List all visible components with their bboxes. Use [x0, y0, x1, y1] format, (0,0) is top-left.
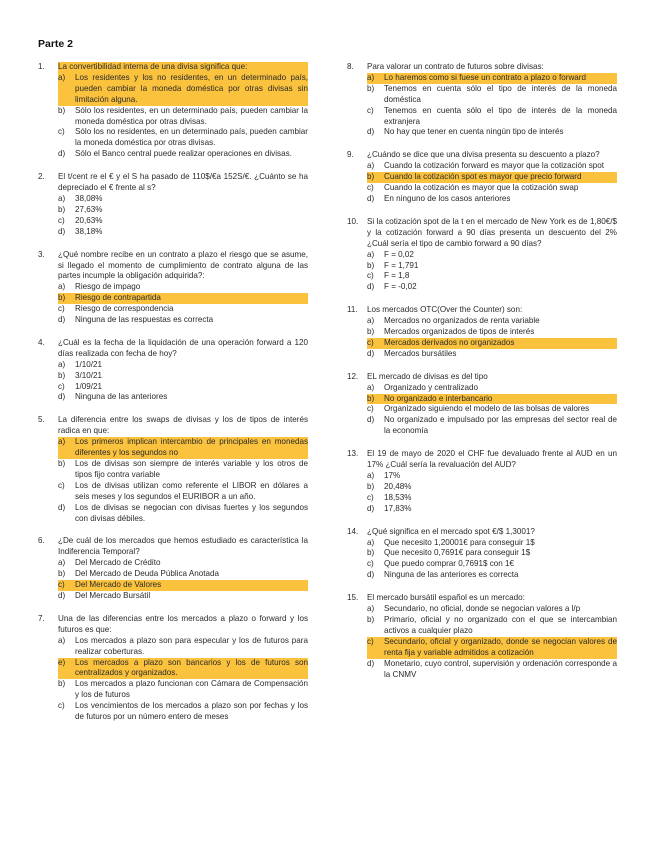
answer-option — [367, 127, 617, 138]
question — [347, 62, 617, 138]
option-text: F = 1,8 — [384, 271, 410, 281]
answer-option — [58, 205, 308, 216]
question-text: El 19 de mayo de 2020 el CHF fue devaluado frente al AUD en un 17% ¿Cuál sería la revaluación del AUD? — [367, 449, 617, 470]
answer-option — [58, 194, 308, 205]
answer-options — [367, 73, 617, 138]
option-text: Mercados bursátiles — [384, 348, 457, 358]
option-letter: b) — [367, 481, 375, 491]
option-text: F = 1,791 — [384, 260, 419, 270]
option-letter: c) — [58, 480, 65, 490]
option-text: Cuando la cotización es mayor que la cotización swap — [384, 183, 579, 193]
option-letter: b) — [367, 394, 384, 405]
answer-option — [58, 701, 308, 723]
option-letter: a) — [58, 359, 66, 369]
question — [38, 536, 308, 601]
option-text: Cuando la cotización spot es mayor que precio forward — [384, 172, 617, 183]
page-title: Parte 2 — [38, 38, 74, 50]
option-letter: d) — [367, 570, 375, 580]
answer-option — [58, 558, 308, 569]
option-letter: b) — [367, 83, 375, 93]
question-text: ¿Qué significa en el mercado spot €/$ 1,3001? — [367, 526, 535, 536]
answer-option — [58, 459, 308, 481]
answer-option — [58, 382, 308, 393]
question — [347, 217, 617, 293]
answer-option — [367, 383, 617, 394]
answer-option — [58, 481, 308, 503]
question — [347, 305, 617, 360]
option-text: Riesgo de contrapartida — [75, 293, 308, 304]
option-text: Secundario, oficial y organizado, donde se negocian valores de renta fija y variable admitidos a cotización — [384, 636, 617, 657]
option-letter: a) — [367, 382, 375, 392]
question — [38, 338, 308, 403]
answer-option — [367, 570, 617, 581]
answer-option — [367, 559, 617, 570]
option-text: Los de divisas se negocian con divisas fuertes y los segundos con divisas débiles. — [75, 502, 308, 523]
answer-option — [367, 538, 617, 549]
question-number: 10. — [347, 216, 359, 226]
answer-option — [367, 504, 617, 515]
option-letter: a) — [58, 73, 75, 106]
option-letter: b) — [367, 327, 375, 337]
option-letter: b) — [58, 370, 66, 380]
question-text: La convertibilidad interna de una divisa significa que: — [58, 62, 308, 73]
question — [347, 150, 617, 205]
question-number: 13. — [347, 449, 359, 459]
answer-options — [367, 161, 617, 205]
option-letter: c) — [58, 701, 65, 711]
option-letter: d) — [58, 149, 66, 159]
option-letter: b) — [367, 260, 375, 270]
question-number: 3. — [38, 249, 45, 259]
answer-options — [367, 250, 617, 294]
answer-option-highlighted — [58, 580, 308, 591]
option-letter: d) — [58, 590, 66, 600]
option-text: Organizado y centralizado — [384, 382, 479, 392]
option-letter: c) — [58, 304, 65, 314]
option-text: 38,18% — [75, 226, 103, 236]
option-letter: c) — [367, 492, 374, 502]
question-text: ¿Cuándo se dice que una divisa presenta su descuento a plazo? — [367, 150, 600, 160]
answer-option-highlighted — [58, 73, 308, 106]
answer-option — [58, 679, 308, 701]
answer-option — [58, 503, 308, 525]
answer-option-highlighted — [367, 338, 617, 349]
answer-option — [367, 493, 617, 504]
answer-option — [367, 327, 617, 338]
option-letter: b) — [58, 569, 66, 579]
question-number: 15. — [347, 593, 359, 603]
option-text: Riesgo de impago — [75, 282, 141, 292]
option-letter: a) — [367, 471, 375, 480]
answer-option — [367, 482, 617, 493]
question-number: 12. — [347, 371, 359, 381]
option-letter: d) — [367, 282, 375, 292]
left-column — [38, 62, 308, 735]
answer-option — [58, 216, 308, 227]
answer-option — [58, 392, 308, 403]
option-text: Mercados derivados no organizados — [384, 338, 617, 349]
option-text: Del Mercado de Crédito — [75, 558, 161, 568]
option-text: No hay que tener en cuenta ningún tipo de interés — [384, 127, 564, 137]
option-letter: d) — [367, 127, 375, 137]
answer-option — [367, 604, 617, 615]
answer-option — [58, 371, 308, 382]
question — [38, 250, 308, 326]
answer-option — [367, 471, 617, 482]
option-letter: b) — [367, 172, 384, 183]
answer-option — [367, 84, 617, 106]
option-letter: a) — [367, 161, 375, 171]
answer-option — [58, 569, 308, 580]
option-text: No organizado e interbancario — [384, 394, 617, 405]
option-text: Monetario, cuyo control, supervisión y ordenación corresponde a la CNMV — [384, 658, 617, 679]
question-number: 14. — [347, 526, 359, 536]
answer-option — [58, 127, 308, 149]
option-letter: c) — [58, 127, 65, 137]
question-text: ¿De cuál de los mercados que hemos estudiado es característica la Indiferencia Temporal? — [58, 536, 308, 557]
option-letter: c) — [367, 271, 374, 281]
option-letter: b) — [58, 459, 66, 468]
option-text: 3/10/21 — [75, 370, 103, 380]
option-letter: d) — [367, 193, 375, 203]
option-letter: a) — [367, 316, 375, 326]
answer-options — [58, 636, 308, 723]
answer-option — [367, 250, 617, 261]
option-text: 1/09/21 — [75, 381, 103, 391]
option-text: Los mercados a plazo funcionan con Cámara de Compensación y los de futuros — [75, 679, 308, 700]
question-text: EL mercado de divisas es del tipo — [367, 371, 488, 381]
answer-option — [367, 548, 617, 559]
option-letter: c) — [367, 404, 374, 414]
option-text: Tenemos en cuenta sólo el tipo de interés de la moneda doméstica — [384, 83, 617, 104]
option-letter: d) — [367, 503, 375, 513]
option-text: Que necesito 1,20001€ para conseguir 1$ — [384, 537, 535, 547]
option-letter: d) — [58, 226, 66, 236]
option-letter: c) — [367, 559, 374, 569]
answer-option — [367, 415, 617, 437]
answer-options — [58, 194, 308, 238]
answer-option — [58, 636, 308, 658]
option-text: Los mercados a plazo son para especular y los de futuros para realizar coberturas. — [75, 635, 308, 656]
option-text: 27,63% — [75, 204, 103, 214]
option-letter: b) — [58, 679, 66, 689]
option-text: Primario, oficial y no organizado con el que se intercambian activos a cualquier plazo — [384, 614, 617, 635]
question-text: Si la cotización spot de la t en el mercado de New York es de 1,80€/$ y la cotización forward a 90 días presenta un descuento del 2% ¿Cuál sería el tipo de cambio forward a 90 días? — [367, 216, 617, 248]
option-letter: d) — [367, 415, 375, 425]
answer-option-highlighted — [367, 73, 617, 84]
answer-option — [58, 591, 308, 602]
option-letter: a) — [58, 282, 66, 292]
option-letter: d) — [367, 348, 375, 358]
question — [38, 415, 308, 524]
answer-option — [367, 106, 617, 128]
option-letter: c) — [58, 580, 75, 591]
question-text: Los mercados OTC(Over the Counter) son: — [367, 305, 523, 315]
option-text: Ninguna de las anteriores es correcta — [384, 570, 519, 580]
option-letter: a) — [58, 558, 66, 568]
answer-option-highlighted — [58, 293, 308, 304]
option-letter: c) — [58, 215, 65, 225]
option-text: Organizado siguiendo el modelo de las bolsas de valores — [384, 404, 590, 414]
option-text: Que necesito 0,7691€ para conseguir 1$ — [384, 548, 531, 558]
question — [347, 527, 617, 582]
question-text: La diferencia entre los swaps de divisas y los de tipos de interés radica en que: — [58, 415, 308, 436]
option-letter: a) — [367, 537, 375, 547]
option-letter: a) — [58, 193, 66, 203]
question-text: ¿Cuál es la fecha de la liquidación de una operación forward a 120 días realizada con fecha de hoy? — [58, 337, 308, 358]
option-text: F = -0,02 — [384, 282, 417, 292]
answer-options — [58, 437, 308, 524]
question-number: 6. — [38, 536, 45, 546]
option-text: Los mercados a plazo son bancarios y los de futuros son centralizados y organizados. — [75, 657, 308, 678]
answer-option — [367, 659, 617, 681]
option-text: Del Mercado Bursátil — [75, 590, 151, 600]
option-letter: b) — [58, 293, 75, 304]
answer-option — [367, 194, 617, 205]
option-letter: a) — [367, 249, 375, 259]
answer-option — [367, 161, 617, 172]
option-text: 17% — [384, 471, 401, 480]
answer-options — [367, 316, 617, 360]
option-text: Los vencimientos de los mercados a plazo son por fechas y los de futuros por un número entero de meses — [75, 701, 308, 722]
option-letter: b) — [367, 614, 375, 624]
option-text: Cuando la cotización forward es mayor que la cotización spot — [384, 161, 604, 171]
answer-option-highlighted — [367, 172, 617, 183]
option-letter: e) — [58, 658, 75, 680]
option-text: 18,53% — [384, 492, 412, 502]
answer-option — [58, 149, 308, 160]
answer-option — [367, 615, 617, 637]
question — [347, 449, 617, 514]
option-letter: c) — [367, 183, 374, 193]
option-text: Secundario, no oficial, donde se negocian valores a l/p — [384, 604, 581, 614]
option-letter: a) — [58, 437, 75, 459]
option-text: Del Mercado de Valores — [75, 580, 308, 591]
option-text: Mercados no organizados de renta variable — [384, 316, 540, 326]
answer-option — [58, 227, 308, 238]
option-text: Del Mercado de Deuda Pública Anotada — [75, 569, 219, 579]
question-text: Una de las diferencias entre los mercados a plazo o forward y los futuros es que: — [58, 613, 308, 634]
answer-option-highlighted — [58, 658, 308, 680]
option-text: 1/10/21 — [75, 359, 103, 369]
option-text: Ninguna de las respuestas es correcta — [75, 315, 214, 325]
option-letter: b) — [58, 204, 66, 214]
answer-options — [367, 471, 617, 515]
question-text: ¿Qué nombre recibe en un contrato a plazo el riesgo que se asume, si llegado el momento de cumplimiento de contrato alguna de las partes incumple la obligación adquirida?: — [58, 249, 308, 281]
answer-option-highlighted — [367, 394, 617, 405]
option-text: Sólo los no residentes, en un determinado país, pueden cambiar la moneda doméstica por otras divisas. — [75, 127, 308, 148]
question — [347, 372, 617, 437]
option-text: No organizado e impulsado por las empresas del sector real de la economía — [384, 415, 617, 436]
option-text: Sólo el Banco central puede realizar operaciones en divisas. — [75, 149, 292, 159]
question-text: El t/cent re el € y el S ha pasado de 110$/€a 152S/€. ¿Cuánto se ha depreciado el € frente al s? — [58, 172, 308, 193]
option-text: Que puedo comprar 0,7691$ con 1€ — [384, 559, 515, 569]
option-text: Los residentes y los no residentes, en un determinado país, pueden cambiar la moneda doméstica por otras divisas sin limitación alguna. — [75, 72, 308, 104]
question — [38, 62, 308, 160]
question-text: Para valorar un contrato de futuros sobre divisas: — [367, 62, 544, 71]
question — [38, 172, 308, 237]
question-number: 7. — [38, 613, 45, 623]
option-letter: c) — [367, 637, 384, 659]
answer-option — [367, 282, 617, 293]
option-text: Los de divisas utilizan como referente el LIBOR en dólares a seis meses y los segundos el EURIBOR a un año. — [75, 480, 308, 501]
question-number: 2. — [38, 172, 45, 182]
option-letter: a) — [367, 73, 384, 84]
option-text: 17,83% — [384, 503, 412, 513]
option-text: Los primeros implican intercambio de principales en monedas diferentes y los segundos no — [75, 437, 308, 458]
question-number: 5. — [38, 415, 45, 425]
answer-option — [58, 304, 308, 315]
option-letter: c) — [367, 338, 384, 349]
answer-option — [58, 360, 308, 371]
answer-option — [367, 349, 617, 360]
question-number: 11. — [347, 305, 358, 315]
option-text: En ninguno de los casos anteriores — [384, 193, 511, 203]
option-text: F = 0,02 — [384, 249, 414, 259]
option-letter: b) — [58, 105, 66, 115]
option-letter: d) — [58, 502, 66, 512]
answer-option — [58, 315, 308, 326]
answer-option — [367, 404, 617, 415]
option-text: 20,63% — [75, 215, 103, 225]
answer-option — [58, 282, 308, 293]
option-letter: b) — [367, 548, 375, 558]
option-letter: d) — [58, 392, 66, 402]
answer-options — [367, 538, 617, 582]
answer-options — [58, 558, 308, 602]
question-text: El mercado bursátil español es un mercado: — [367, 593, 525, 603]
answer-option — [367, 316, 617, 327]
option-text: Tenemos en cuenta sólo el tipo de interés de la moneda extranjera — [384, 105, 617, 126]
question — [38, 614, 308, 723]
question-number: 4. — [38, 337, 45, 347]
answer-option — [367, 271, 617, 282]
answer-option-highlighted — [58, 437, 308, 459]
option-letter: d) — [58, 315, 66, 325]
question-number: 1. — [38, 62, 45, 71]
option-text: 38,08% — [75, 193, 103, 203]
right-column — [347, 62, 617, 692]
question — [347, 593, 617, 680]
answer-option — [367, 183, 617, 194]
answer-options — [367, 604, 617, 680]
question-number: 8. — [347, 62, 354, 71]
option-text: Sólo los residentes, en un determinado país, pueden cambiar la moneda doméstica por otras divisas. — [75, 105, 308, 126]
option-letter: c) — [367, 105, 374, 115]
option-text: Lo haremos como si fuese un contrato a plazo o forward — [384, 73, 617, 84]
answer-options — [58, 282, 308, 326]
answer-options — [58, 73, 308, 160]
option-letter: d) — [367, 658, 375, 668]
answer-options — [58, 360, 308, 404]
option-letter: a) — [58, 635, 66, 645]
option-text: Los de divisas son siempre de interés variable y los otros de tipos fijo contra variable — [75, 459, 308, 479]
answer-options — [367, 383, 617, 438]
option-text: Ninguna de las anteriores — [75, 392, 168, 402]
question-number: 9. — [347, 150, 354, 160]
answer-option-highlighted — [367, 637, 617, 659]
option-letter: a) — [367, 604, 375, 614]
answer-option — [58, 106, 308, 128]
option-text: Riesgo de correspondencia — [75, 304, 174, 314]
option-text: 20,48% — [384, 481, 412, 491]
answer-option — [367, 261, 617, 272]
option-letter: c) — [58, 381, 65, 391]
option-text: Mercados organizados de tipos de interés — [384, 327, 535, 337]
